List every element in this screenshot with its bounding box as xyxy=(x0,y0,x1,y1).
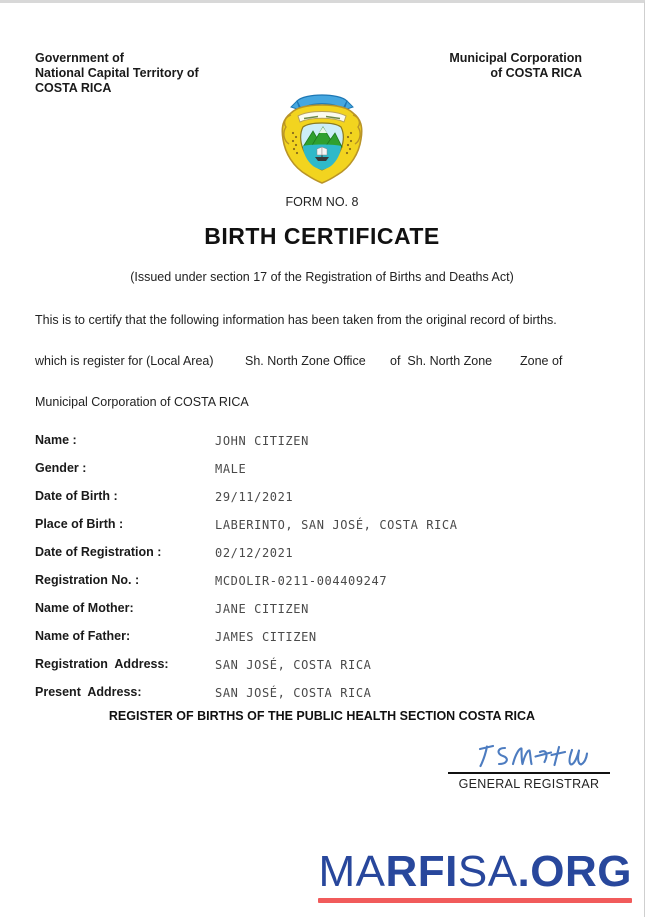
field-label: Present Address: xyxy=(35,685,142,699)
wordmark-segment: MA xyxy=(318,847,386,896)
issuer-left-line2: National Capital Territory of xyxy=(35,66,199,80)
field-label: Registration Address: xyxy=(35,657,169,671)
field-row-present-address xyxy=(35,685,595,700)
field-row-mother-name xyxy=(35,601,595,616)
field-row-date-of-birth xyxy=(35,489,595,504)
issuer-right-block xyxy=(449,51,582,81)
document-title: BIRTH CERTIFICATE xyxy=(204,223,440,249)
form-number: FORM NO. 8 xyxy=(285,195,359,209)
field-row-father-name xyxy=(35,629,595,644)
field-value: SAN JOSÉ, COSTA RICA xyxy=(215,658,372,672)
marfisa-watermark xyxy=(318,849,632,903)
document-subtitle: (Issued under section 17 of the Registration of Births and Deaths Act) xyxy=(130,270,514,284)
field-value: 02/12/2021 xyxy=(215,546,294,560)
field-value: JOHN CITIZEN xyxy=(215,434,309,448)
certify-statement: This is to certify that the following information has been taken from the original record of births. xyxy=(35,313,557,327)
field-row-name xyxy=(35,433,595,448)
marfisa-wordmark xyxy=(318,849,632,895)
field-label: Date of Registration : xyxy=(35,545,162,559)
field-label: Gender : xyxy=(35,461,87,475)
field-value: SAN JOSÉ, COSTA RICA xyxy=(215,686,372,700)
issuer-right-line1: Municipal Corporation xyxy=(449,51,582,65)
field-label: Name of Father: xyxy=(35,629,131,643)
wordmark-segment: SA xyxy=(457,847,518,896)
wordmark-segment: .ORG xyxy=(517,847,632,896)
field-row-registration-no xyxy=(35,573,595,588)
register-zone: of Sh. North Zone xyxy=(390,354,493,368)
signature-block xyxy=(448,741,610,791)
field-value: LABERINTO, SAN JOSÉ, COSTA RICA xyxy=(215,518,458,532)
issuer-left-block xyxy=(35,51,199,96)
field-label: Registration No. : xyxy=(35,573,140,587)
field-value: JAMES CITIZEN xyxy=(215,630,317,644)
field-row-date-of-registration xyxy=(35,545,595,560)
issuer-right-line2: of COSTA RICA xyxy=(490,66,582,80)
register-office: Sh. North Zone Office xyxy=(245,354,366,368)
field-label: Date of Birth : xyxy=(35,489,118,503)
issuer-left-line1: Government of xyxy=(35,51,124,65)
corporation-line: Municipal Corporation of COSTA RICA xyxy=(35,395,249,409)
register-of-births-heading: REGISTER OF BIRTHS OF THE PUBLIC HEALTH SECTION COSTA RICA xyxy=(108,709,536,723)
field-value: JANE CITIZEN xyxy=(215,602,309,616)
field-row-registration-address xyxy=(35,657,595,672)
field-row-place-of-birth xyxy=(35,517,595,532)
register-line-prefix: which is register for (Local Area) xyxy=(35,354,214,368)
field-row-gender xyxy=(35,461,595,476)
field-value: 29/11/2021 xyxy=(215,490,294,504)
signature-line xyxy=(448,772,610,774)
field-value: MALE xyxy=(215,462,247,476)
issuer-left-line3: COSTA RICA xyxy=(35,81,112,95)
signatory-role: GENERAL REGISTRAR xyxy=(458,777,600,791)
register-zone-of: Zone of xyxy=(520,354,563,368)
wordmark-underline xyxy=(318,898,632,903)
certificate-fields xyxy=(35,433,595,713)
field-label: Name of Mother: xyxy=(35,601,134,615)
wordmark-segment: RFI xyxy=(385,847,458,896)
costa-rica-coat-of-arms-icon xyxy=(267,89,377,192)
field-label: Place of Birth : xyxy=(35,517,124,531)
register-line xyxy=(35,354,615,370)
field-label: Name : xyxy=(35,433,77,447)
field-value: MCDOLIR-0211-004409247 xyxy=(215,574,388,588)
signature-scribble-icon xyxy=(476,741,596,771)
